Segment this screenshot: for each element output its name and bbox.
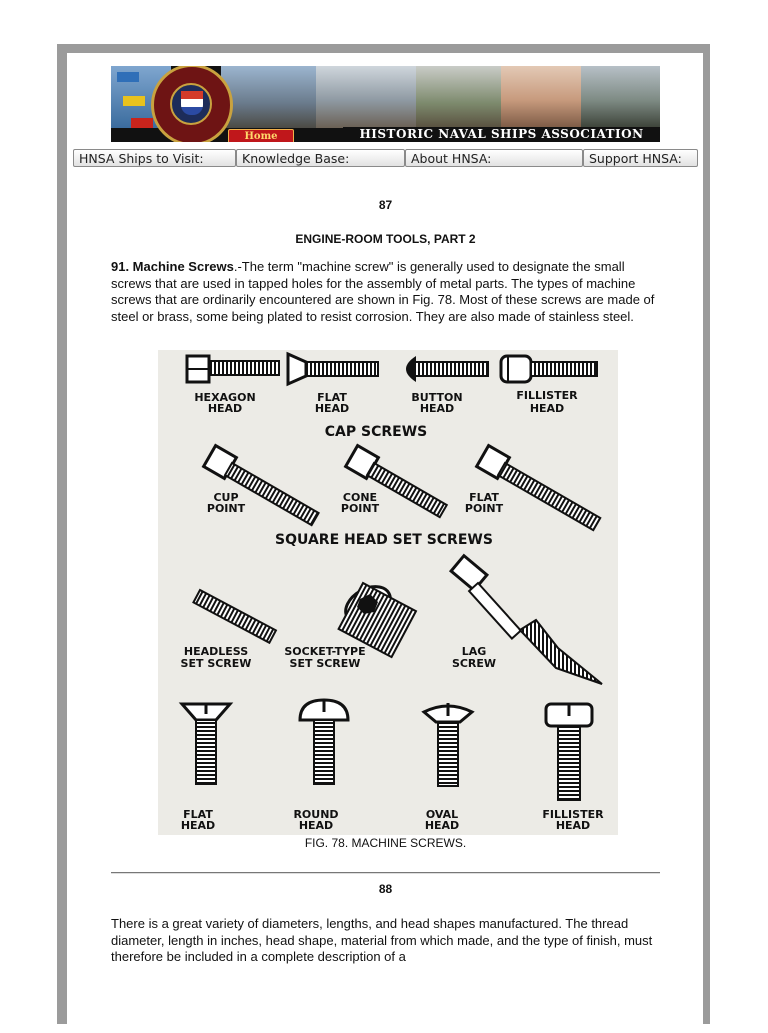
figure-caption: FIG. 78. MACHINE SCREWS. <box>304 836 467 850</box>
fillister-head-cap-screw <box>501 356 597 382</box>
label-mach-fillister-1: FILLISTER <box>542 808 604 821</box>
paragraph-body: .-The term "machine screw" is generally used to designate the small screws that are used in tapped holes for the assembly of metal parts. The types of machine screws that are ordinarily encountered are shown in Fig. 78. Most of these screws are made of steel or brass, some being plated to resist corrosion. They are also made of stainless steel. <box>111 259 655 324</box>
flag-icon <box>123 96 145 106</box>
label-mach-flat-1: FLAT <box>183 808 213 821</box>
label-flat-point-2: POINT <box>464 502 504 515</box>
figure-78 <box>158 350 618 835</box>
label-flat-point-1: FLAT <box>469 491 499 504</box>
home-button[interactable]: Home <box>228 129 294 142</box>
flag-icon <box>117 72 139 82</box>
label-fillister-head-1: FILLISTER <box>516 389 578 402</box>
label-cone-point-2: POINT <box>340 502 380 515</box>
oval-head-machine-screw <box>424 703 472 786</box>
page-divider <box>111 872 660 874</box>
banner-title: HISTORIC NAVAL SHIPS ASSOCIATION <box>343 127 660 142</box>
flat-head-cap-screw <box>288 354 378 384</box>
set-screws-title: SQUARE HEAD SET SCREWS <box>275 532 493 548</box>
label-mach-oval-2: HEAD <box>424 819 460 832</box>
page-number-88: 88 <box>378 882 393 896</box>
banner-photo-ship <box>221 66 316 128</box>
label-headless-1: HEADLESS <box>183 645 249 658</box>
label-socket-type-2: SET SCREW <box>289 657 361 670</box>
banner-photo-visitors <box>316 66 416 128</box>
paragraph-88: There is a great variety of diameters, lengths, and head shapes manufactured. The thread diameter, length in inches, head shape, material from which made, and the type of finish, must therefore be included in a complete description of a <box>111 916 653 965</box>
label-cone-point-1: CONE <box>342 491 378 504</box>
label-fillister-head-2: HEAD <box>529 402 565 415</box>
label-mach-flat-2: HEAD <box>180 819 216 832</box>
headless-set-screw <box>193 590 276 643</box>
banner-photo-girl <box>501 66 581 128</box>
chapter-heading: ENGINE-ROOM TOOLS, PART 2 <box>295 232 476 246</box>
nav-ships-to-visit[interactable]: HNSA Ships to Visit: <box>73 149 236 167</box>
button-head-cap-screw <box>406 356 488 382</box>
nav-knowledge-base[interactable]: Knowledge Base: <box>236 149 405 167</box>
flag-icon <box>131 118 153 128</box>
label-cup-point-2: POINT <box>206 502 246 515</box>
label-headless-2: SET SCREW <box>180 657 252 670</box>
page-number: 87 <box>378 198 393 212</box>
label-mach-oval-1: OVAL <box>425 808 459 821</box>
hexagon-head-cap-screw <box>187 356 279 382</box>
label-flat-head-1: FLAT <box>317 391 347 404</box>
hnsa-seal-logo <box>151 66 233 142</box>
flat-head-machine-screw <box>182 704 230 784</box>
site-banner <box>111 66 660 142</box>
flat-point-set-screw <box>477 446 601 531</box>
label-flat-head-2: HEAD <box>314 402 350 415</box>
label-hexagon-head-1: HEXAGON <box>194 391 256 404</box>
label-mach-fillister-2: HEAD <box>555 819 591 832</box>
round-head-machine-screw <box>300 700 348 784</box>
paragraph-title: 91. Machine Screws <box>111 259 234 274</box>
label-lag-1: LAG <box>461 645 487 658</box>
nav-bar <box>73 149 698 168</box>
label-cup-point-1: CUP <box>213 491 239 504</box>
paragraph-91 <box>111 259 660 325</box>
cap-screws-title: CAP SCREWS <box>324 424 428 440</box>
banner-photo-guns <box>581 66 660 128</box>
nav-about-hnsa[interactable]: About HNSA: <box>405 149 583 167</box>
label-lag-2: SCREW <box>451 657 497 670</box>
label-mach-round-2: HEAD <box>298 819 334 832</box>
label-button-head-2: HEAD <box>419 402 455 415</box>
label-mach-round-1: ROUND <box>293 808 339 821</box>
banner-photo-crew <box>416 66 501 128</box>
fillister-head-machine-screw <box>546 704 592 800</box>
machine-screws-diagram <box>158 350 618 835</box>
label-socket-type-1: SOCKET-TYPE <box>284 645 366 658</box>
label-hexagon-head-2: HEAD <box>207 402 243 415</box>
label-button-head-1: BUTTON <box>411 391 463 404</box>
nav-support-hnsa[interactable]: Support HNSA: <box>583 149 698 167</box>
